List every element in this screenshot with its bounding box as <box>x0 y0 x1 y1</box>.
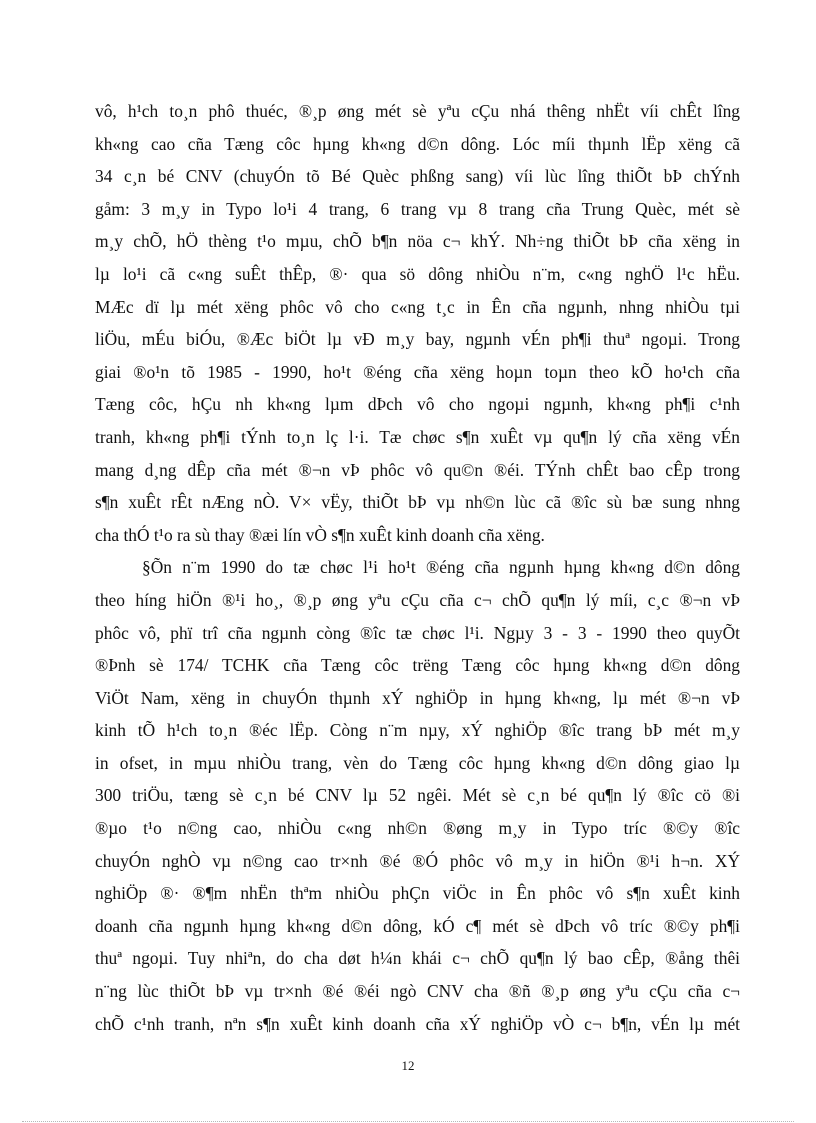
text-line: nghiÖp ®· ®¶m nhËn thªm nhiÒu phÇn viÖc in Ên phôc vô s¶n xuÊt kinh <box>95 883 740 904</box>
text-line: m¸y chÕ, hÖ thèng t¹o mµu, chÕ b¶n nöa c¬ khÝ. Nh÷ng thiÕt bÞ cña xëng in <box>95 231 740 252</box>
text-line: ®Þnh sè 174/ TCHK cña Tæng côc trëng Tæng côc hµng kh«ng d©n dông <box>95 655 740 676</box>
text-line: chuyÓn nghÒ vµ n©ng cao tr×nh ®é ®Ó phôc vô m¸y in hiÖn ®¹i h¬n. XÝ <box>95 850 740 871</box>
text-line: gåm: 3 m¸y in Typo lo¹i 4 trang, 6 trang vµ 8 trang cña Trung Quèc, mét sè <box>95 198 740 219</box>
text-line: ®µo t¹o n©ng cao, nhiÒu c«ng nh©n ®øng m¸y in Typo tríc ®©y ®îc <box>95 818 740 839</box>
text-line: phôc vô, phï trî cña ngµnh còng ®îc tæ chøc l¹i. Ngµy 3 - 3 - 1990 theo quyÕt <box>95 622 740 643</box>
text-line: s¶n xuÊt rÊt nÆng nÒ. V× vËy, thiÕt bÞ vµ nh©n lùc cã ®îc sù bæ sung nhng <box>95 492 740 513</box>
text-line: n¨ng lùc thiÕt bÞ vµ tr×nh ®é ®éi ngò CNV cha ®ñ ®¸p øng yªu cÇu cña c¬ <box>95 981 740 1002</box>
text-line: in ofset, in mµu nhiÒu trang, vèn do Tæng côc hµng kh«ng d©n dông giao lµ <box>95 752 740 773</box>
text-line: doanh cña ngµnh hµng kh«ng d©n dông, kÓ c¶ mét sè dÞch vô tríc ®©y ph¶i <box>95 915 740 936</box>
page-bottom-divider <box>22 1121 794 1122</box>
text-line: tranh, kh«ng ph¶i tÝnh to¸n lç l·i. Tæ chøc s¶n xuÊt vµ qu¶n lý cña xëng vÉn <box>95 426 740 447</box>
text-line: mang d¸ng dÊp cña mét ®¬n vÞ phôc vô qu©n ®éi. TÝnh chÊt bao cÊp trong <box>95 459 740 480</box>
text-line: chÕ c¹nh tranh, nªn s¶n xuÊt kinh doanh cña xÝ nghiÖp vÒ c¬ b¶n, vÉn lµ mét <box>95 1013 740 1034</box>
text-line: 34 c¸n bé CNV (chuyÓn tõ Bé Quèc phßng sang) víi lùc lîng thiÕt bÞ chÝnh <box>95 166 740 187</box>
text-line: cha thÓ t¹o ra sù thay ®æi lín vÒ s¶n xuÊt kinh doanh cña xëng. <box>95 524 545 545</box>
text-line: kinh tÕ h¹ch to¸n ®éc lËp. Còng n¨m nµy, xÝ nghiÖp ®îc trang bÞ mét m¸y <box>95 720 740 741</box>
text-line: vô, h¹ch to¸n phô thuéc, ®¸p øng mét sè yªu cÇu nhá thêng nhËt víi chÊt lîng <box>95 101 740 121</box>
text-line: lµ lo¹i cã c«ng suÊt thÊp, ®· qua sö dông nhiÒu n¨m, c«ng nghÖ l¹c hËu. <box>95 263 740 284</box>
text-line: ViÖt Nam, xëng in chuyÓn thµnh xÝ nghiÖp in hµng kh«ng, lµ mét ®¬n vÞ <box>95 687 740 708</box>
paragraph-2 <box>95 551 740 1040</box>
text-line: thuª ngoµi. Tuy nhiªn, do cha døt h¼n khái c¬ chÕ qu¶n lý bao cÊp, ®ång thêi <box>95 948 740 969</box>
text-line: §Õn n¨m 1990 do tæ chøc l¹i ho¹t ®éng cña ngµnh hµng kh«ng d©n dông <box>142 557 740 578</box>
page-number: 12 <box>401 1058 415 1073</box>
text-line: kh«ng cao cña Tæng côc hµng kh«ng d©n dông. Lóc míi thµnh lËp xëng cã <box>95 133 740 154</box>
text-line: 300 triÖu, tæng sè c¸n bé CNV lµ 52 ngêi. Mét sè c¸n bé qu¶n lý ®îc cö ®i <box>95 785 740 806</box>
text-line: theo híng hiÖn ®¹i ho¸, ®¸p øng yªu cÇu cña c¬ chÕ qu¶n lý míi, c¸c ®¬n vÞ <box>95 589 740 610</box>
text-line: liÖu, mÉu biÓu, ®Æc biÖt lµ vÐ m¸y bay, ngµnh vÉn ph¶i thuª ngoµi. Trong <box>95 329 740 350</box>
text-line: giai ®o¹n tõ 1985 - 1990, ho¹t ®éng cña xëng hoµn toµn theo kÕ ho¹ch cña <box>95 361 740 382</box>
paragraph-1 <box>95 95 740 551</box>
body-text <box>95 95 740 1040</box>
text-line: Tæng côc, hÇu nh kh«ng lµm dÞch vô cho ngoµi ngµnh, kh«ng ph¶i c¹nh <box>95 394 740 415</box>
text-line: MÆc dï lµ mét xëng phôc vô cho c«ng t¸c in Ên cña ngµnh, nhng nhiÒu tµi <box>95 296 740 317</box>
